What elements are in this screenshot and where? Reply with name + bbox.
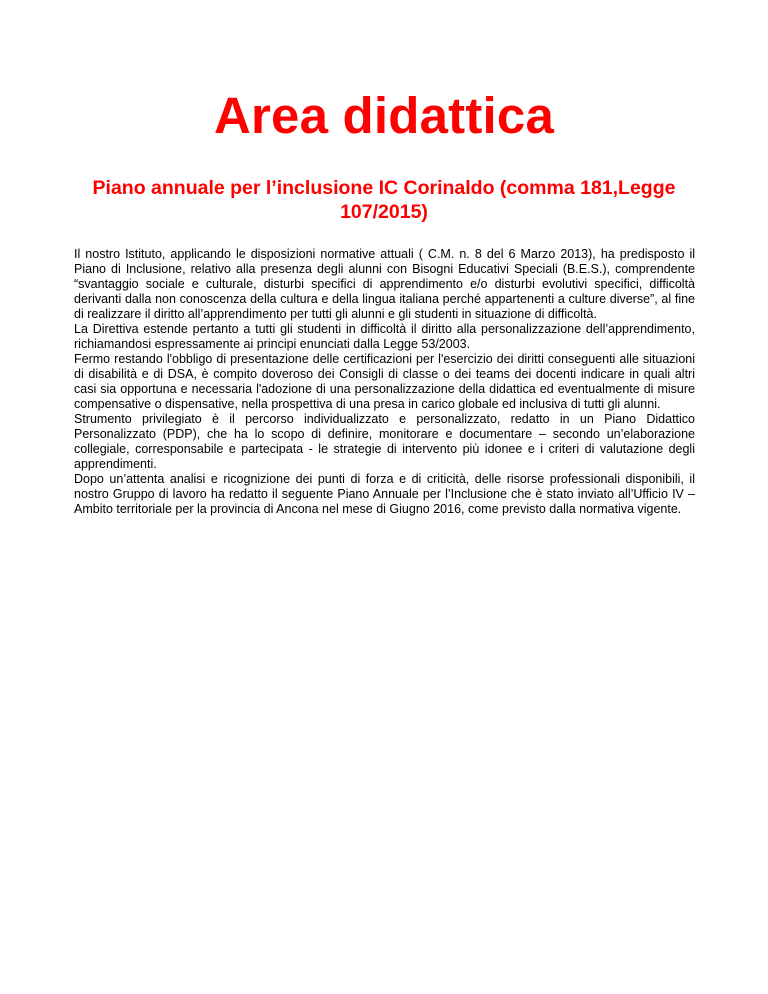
document-body bbox=[74, 247, 695, 517]
paragraph-intro: Il nostro Istituto, applicando le disposizioni normative attuali ( C.M. n. 8 del 6 Marzo 2013), ha predisposto il Piano di Inclusione, relativo alla presenza degli alunni con Bisogni Educativi Speciali (B.E.S.), comprendente “svantaggio sociale e culturale, disturbi specifici di apprendimento e/o disturbi evolutivi specifici, difficoltà derivanti dalla non conoscenza della cultura e della lingua italiana perché appartenenti a culture diverse”, al fine di realizzare il diritto all’apprendimento per tutti gli alunni e gli studenti in situazione di difficoltà. bbox=[74, 247, 695, 321]
paragraph-certifications: Fermo restando l'obbligo di presentazione delle certificazioni per l'esercizio dei diritti conseguenti alle situazioni di disabilità e di DSA, è compito doveroso dei Consigli di classe o dei teams dei docenti indicare in quali altri casi sia opportuna e necessaria l'adozione di una personalizzazione della didattica ed eventualmente di misure compensative o dispensative, nella prospettiva di una presa in carico globale ed inclusiva di tutti gli alunni. bbox=[74, 352, 695, 411]
paragraph-pdp: Strumento privilegiato è il percorso individualizzato e personalizzato, redatto in un Piano Didattico Personalizzato (PDP), che ha lo scopo di definire, monitorare e documentare – secondo un’elaborazione collegiale, corresponsabile e partecipata - le strategie di intervento più idonee e i criteri di valutazione degli apprendimenti. bbox=[74, 412, 695, 471]
paragraph-directive: La Direttiva estende pertanto a tutti gli studenti in difficoltà il diritto alla personalizzazione dell’apprendimento, richiamandosi espressamente ai principi enunciati dalla Legge 53/2003. bbox=[74, 322, 695, 351]
paragraph-conclusion: Dopo un’attenta analisi e ricognizione dei punti di forza e di criticità, delle risorse professionali disponibili, il nostro Gruppo di lavoro ha redatto il seguente Piano Annuale per l’Inclusione che è stato inviato all’Ufficio IV – Ambito territoriale per la provincia di Ancona nel mese di Giugno 2016, come previsto dalla normativa vigente. bbox=[74, 472, 695, 516]
page-subtitle: Piano annuale per l’inclusione IC Corinaldo (comma 181,Legge 107/2015) bbox=[92, 177, 676, 223]
page-title: Area didattica bbox=[213, 87, 555, 144]
